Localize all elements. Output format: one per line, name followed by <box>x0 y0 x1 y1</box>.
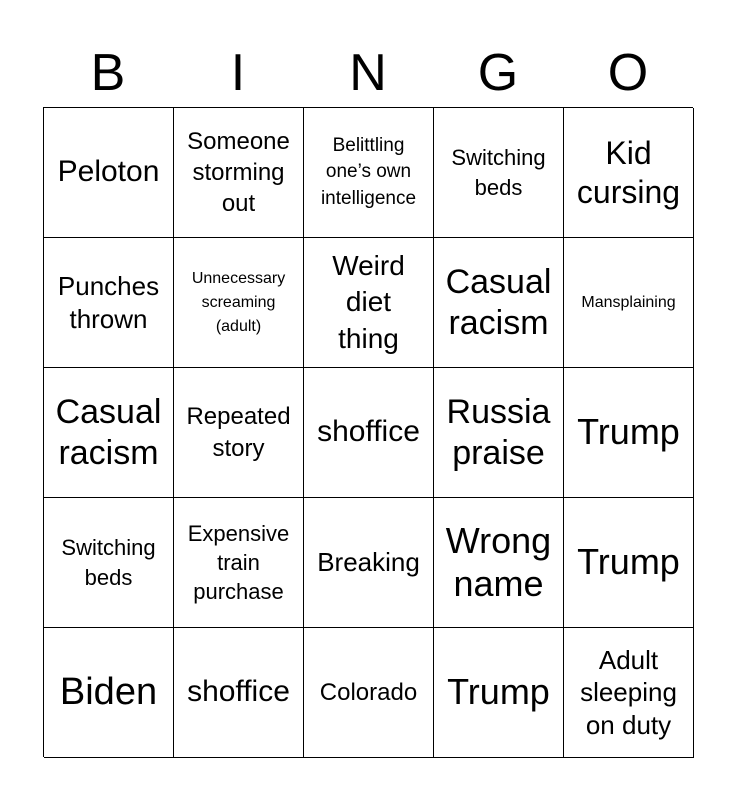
cell-text: Russia praise <box>446 392 551 472</box>
cell-text: Punches thrown <box>57 271 160 334</box>
header-letter-n: N <box>349 44 387 102</box>
cell-text: Colorado <box>319 678 418 706</box>
bingo-cell[interactable] <box>174 628 304 758</box>
cell-text: Biden <box>59 670 158 713</box>
bingo-cell[interactable] <box>434 498 564 628</box>
header-letter-g: G <box>477 44 519 102</box>
cell-text: Trump <box>577 411 680 453</box>
bingo-cell[interactable] <box>174 238 304 368</box>
cell-text: shoffice <box>317 415 420 449</box>
cell-text: Expensive train purchase <box>187 520 290 605</box>
bingo-cell[interactable] <box>434 368 564 498</box>
bingo-board <box>43 107 693 757</box>
bingo-header <box>43 40 693 106</box>
cell-text: Casual racism <box>445 262 552 342</box>
bingo-cell[interactable] <box>44 498 174 628</box>
bingo-cell[interactable] <box>304 108 434 238</box>
header-letter-i: I <box>230 44 246 102</box>
bingo-cell[interactable] <box>174 498 304 628</box>
bingo-cell[interactable] <box>564 498 694 628</box>
cell-text: Unnecessary screaming (adult) <box>191 269 286 335</box>
header-letter-o: O <box>607 44 649 102</box>
bingo-cell[interactable] <box>174 108 304 238</box>
bingo-cell[interactable] <box>434 628 564 758</box>
cell-text: Wrong name <box>445 520 552 604</box>
cell-text: Weird diet thing <box>332 249 405 354</box>
bingo-cell[interactable] <box>44 108 174 238</box>
bingo-cell[interactable] <box>174 368 304 498</box>
bingo-cell[interactable] <box>434 108 564 238</box>
bingo-cell[interactable] <box>564 368 694 498</box>
cell-text: Someone storming out <box>187 127 290 218</box>
bingo-cell[interactable] <box>304 628 434 758</box>
cell-text: Repeated story <box>186 403 291 462</box>
bingo-cell[interactable] <box>434 238 564 368</box>
cell-text: Switching beds <box>61 535 156 590</box>
bingo-cell[interactable] <box>564 628 694 758</box>
bingo-cell[interactable] <box>564 108 694 238</box>
cell-text: Kid cursing <box>576 135 681 210</box>
cell-text: Switching beds <box>451 145 546 200</box>
bingo-cell[interactable] <box>304 368 434 498</box>
cell-text: Peloton <box>57 155 160 189</box>
bingo-cell[interactable] <box>44 238 174 368</box>
bingo-cell[interactable] <box>304 498 434 628</box>
bingo-cell[interactable] <box>564 238 694 368</box>
cell-text: Mansplaining <box>581 293 676 311</box>
cell-text: Adult sleeping on duty <box>580 644 677 740</box>
cell-text: Breaking <box>317 547 420 578</box>
cell-text: Casual racism <box>55 392 162 472</box>
cell-text: Trump <box>577 541 680 583</box>
cell-text: Belittling one’s own intelligence <box>320 135 417 209</box>
cell-text: shoffice <box>187 675 290 709</box>
bingo-cell[interactable] <box>304 238 434 368</box>
bingo-cell[interactable] <box>44 628 174 758</box>
cell-text: Trump <box>447 671 550 713</box>
header-letter-b: B <box>90 44 126 102</box>
bingo-cell[interactable] <box>44 368 174 498</box>
